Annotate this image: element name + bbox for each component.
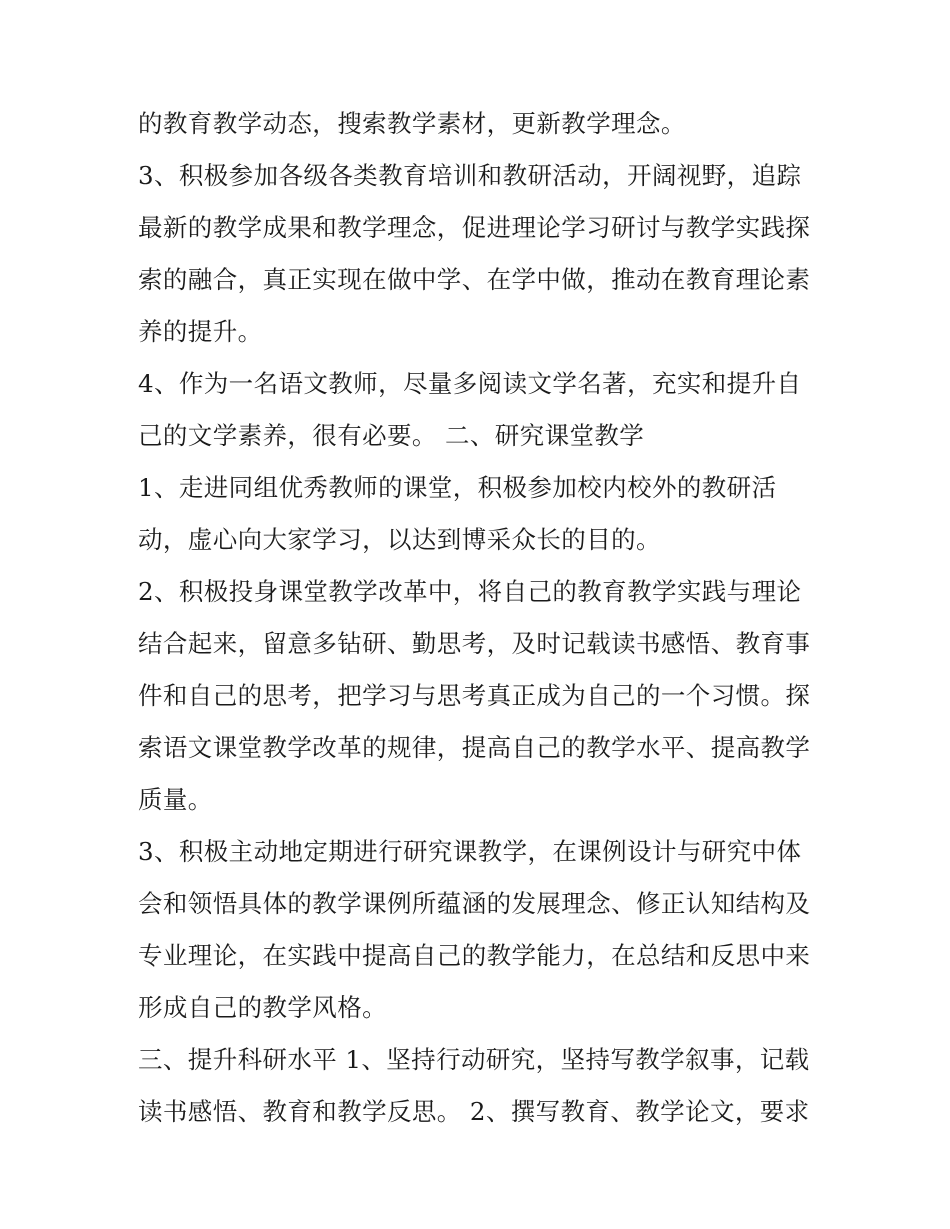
text-line: 2、积极投身课堂教学改革中，将自己的教育教学实践与理论: [138, 577, 802, 606]
text-line: 最新的教学成果和教学理念，促进理论学习研讨与教学实践探: [138, 213, 811, 242]
text-line: 专业理论，在实践中提高自己的教学能力，在总结和反思中来: [138, 941, 811, 970]
text-line: 索语文课堂教学改革的规律，提高自己的教学水平、提高教学: [138, 733, 811, 762]
text-line: 读书感悟、教育和教学反思。 2、撰写教育、教学论文，要求: [138, 1097, 810, 1126]
text-line: 1、走进同组优秀教师的课堂，积极参加校内校外的教研活: [138, 473, 777, 502]
text-line: 会和领悟具体的教学课例所蕴涵的发展理念、修正认知结构及: [138, 889, 811, 918]
text-line: 结合起来，留意多钻研、勤思考，及时记载读书感悟、教育事: [138, 629, 811, 658]
text-line: 件和自己的思考，把学习与思考真正成为自己的一个习惯。探: [138, 681, 811, 710]
text-line: 的教育教学动态，搜索教学素材，更新教学理念。: [138, 109, 686, 138]
text-line: 养的提升。: [138, 317, 263, 346]
text-line: 3、积极主动地定期进行研究课教学，在课例设计与研究中体: [138, 837, 802, 866]
text-line: 4、作为一名语文教师，尽量多阅读文学名著，充实和提升自: [138, 369, 802, 398]
text-line: 3、积极参加各级各类教育培训和教研活动，开阔视野，追踪: [138, 161, 802, 190]
text-line: 三、提升科研水平 1、坚持行动研究，坚持写教学叙事，记载: [138, 1045, 810, 1074]
text-line: 形成自己的教学风格。: [138, 993, 387, 1022]
text-line: 动，虚心向大家学习，以达到博采众长的目的。: [138, 525, 661, 554]
text-line: 质量。: [138, 785, 213, 814]
text-line: 己的文学素养，很有必要。 二、研究课堂教学: [138, 421, 645, 450]
text-line: 索的融合，真正实现在做中学、在学中做，推动在教育理论素: [138, 265, 811, 294]
